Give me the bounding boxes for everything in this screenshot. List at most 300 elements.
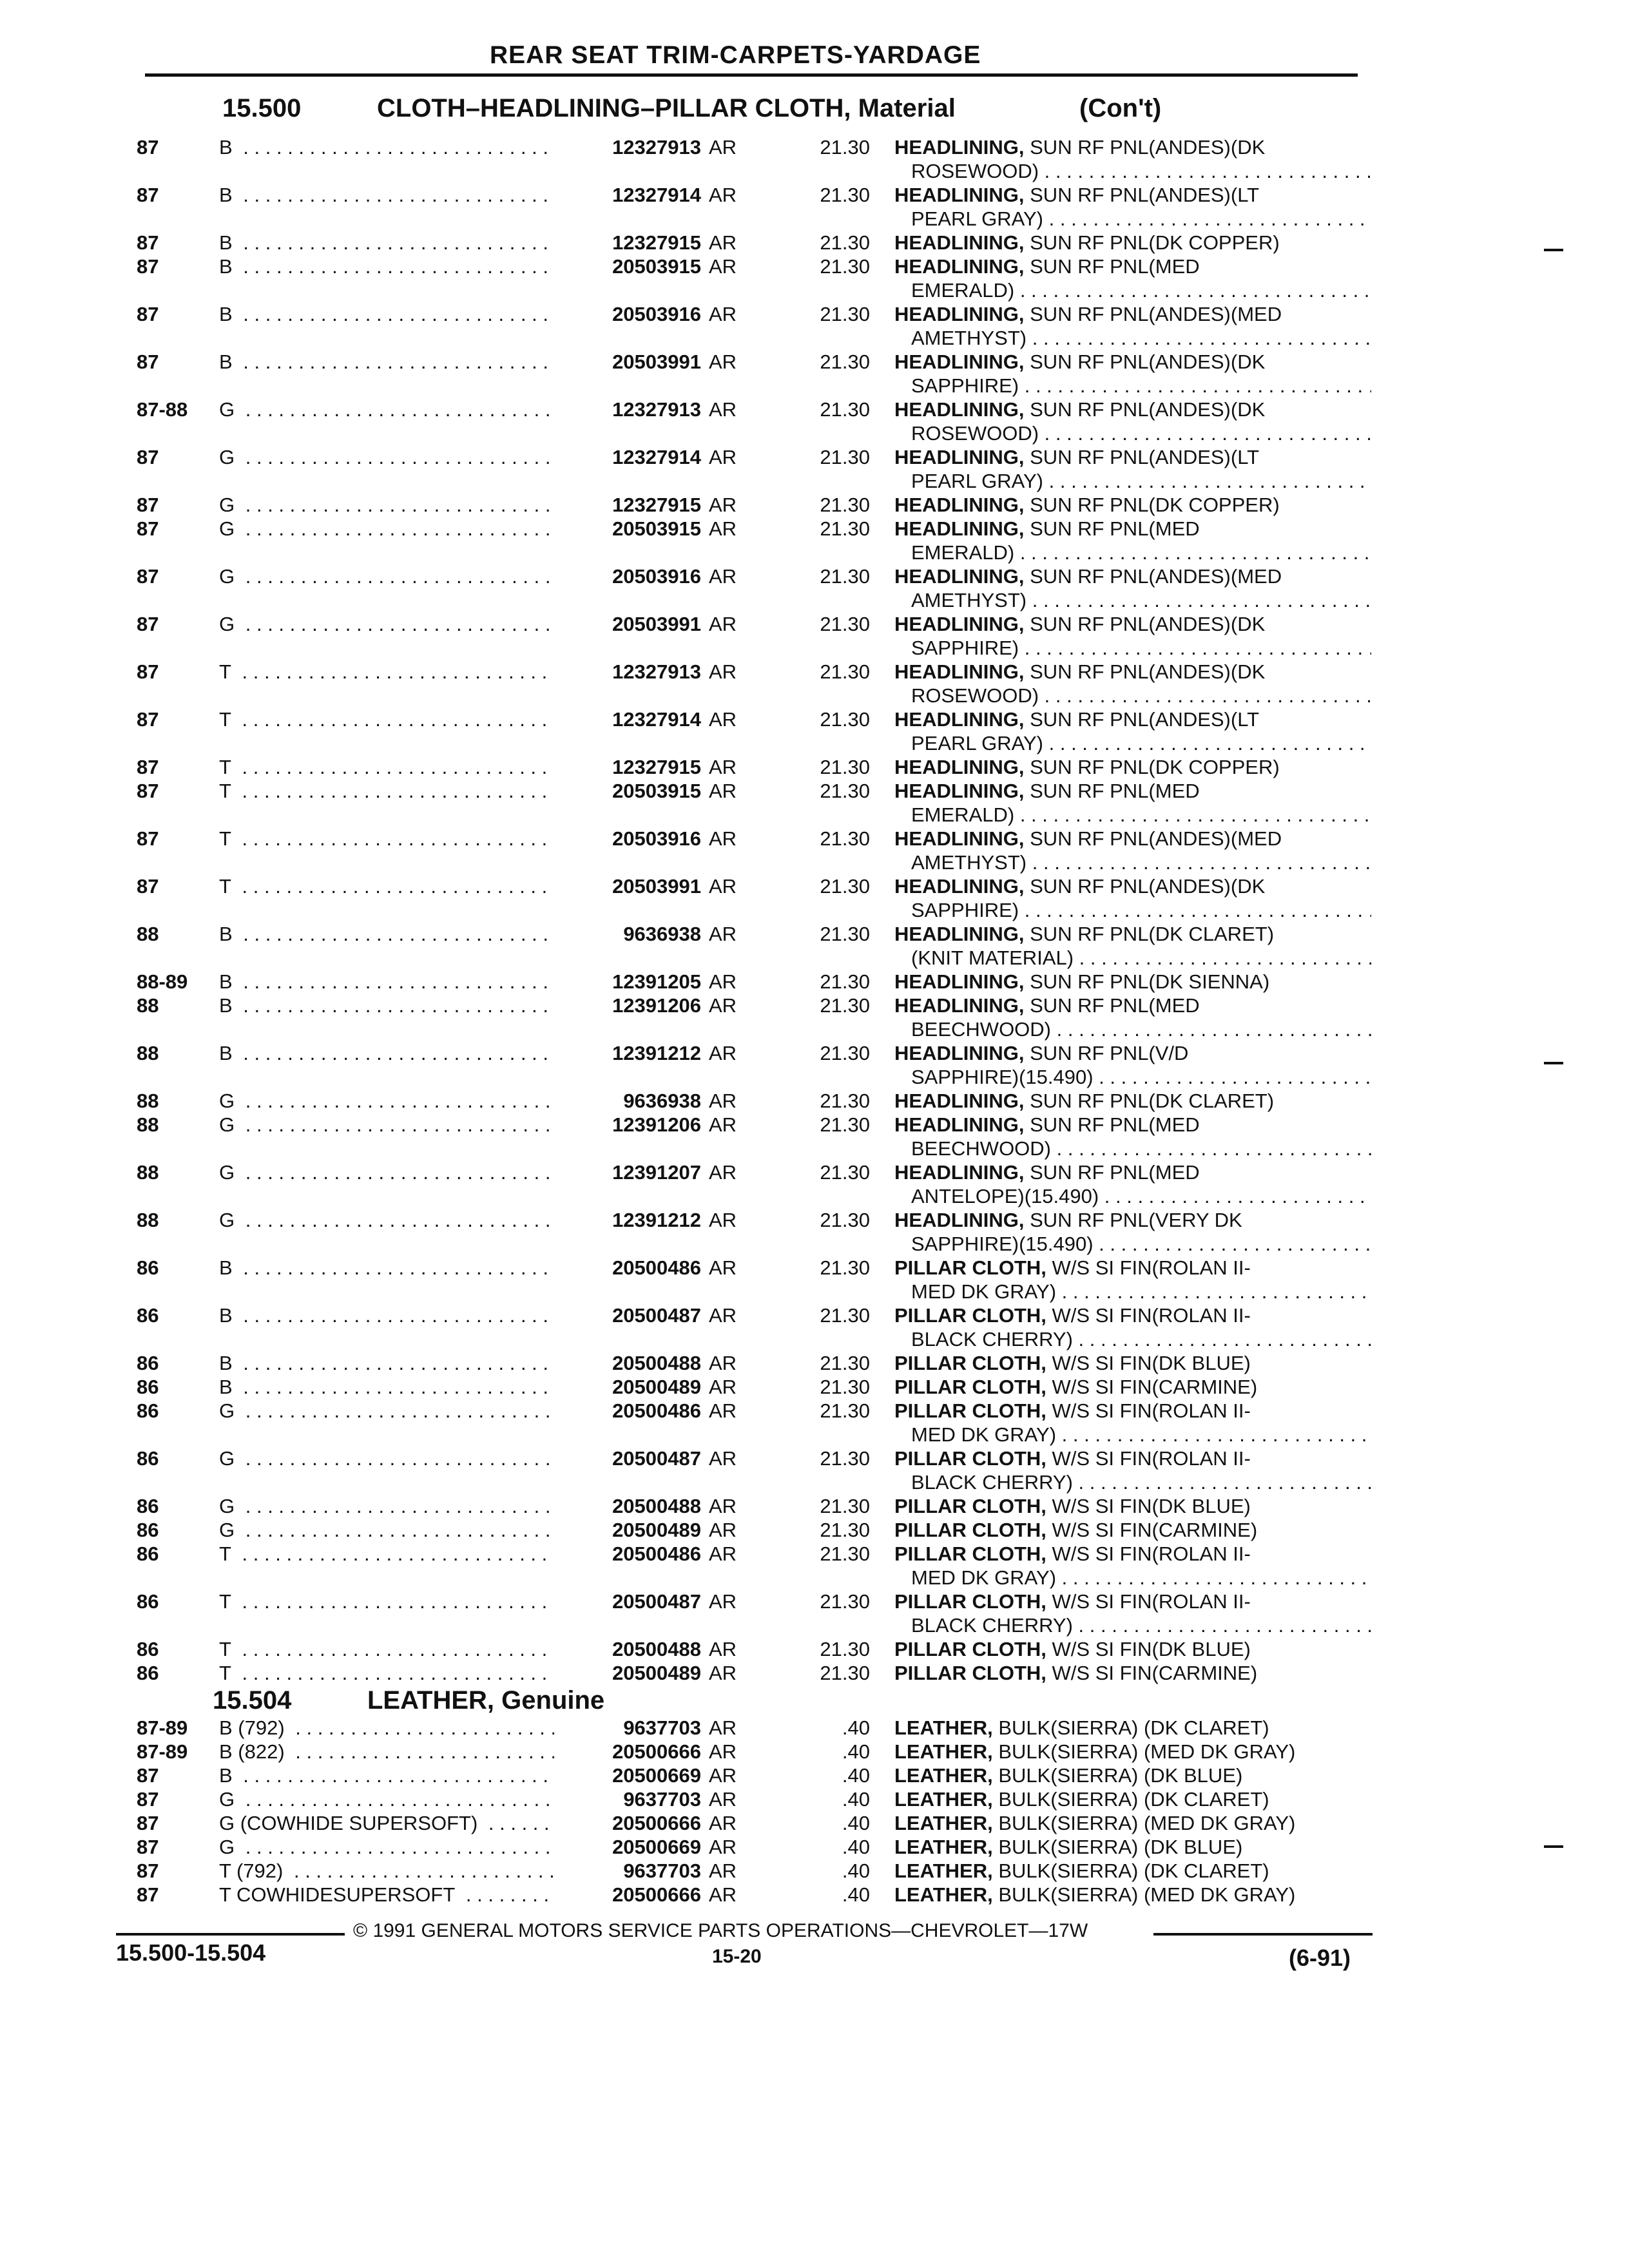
description-line xyxy=(894,135,1371,159)
quantity-cell: AR xyxy=(709,1495,737,1517)
model-cell xyxy=(219,1446,554,1470)
price-cell: 21.30 xyxy=(820,613,870,635)
model-cell xyxy=(219,1811,554,1835)
footer-rule xyxy=(116,1933,345,1936)
model-text: G xyxy=(219,1447,240,1470)
model-text: G xyxy=(219,565,240,588)
model-text: G (COWHIDE SUPERSOFT) xyxy=(219,1812,483,1834)
price-cell: 21.30 xyxy=(820,1399,870,1422)
part-row xyxy=(0,1375,1629,1399)
description-cell xyxy=(894,1740,1371,1763)
description-cell xyxy=(894,922,1371,970)
description-line xyxy=(894,1303,1371,1327)
quantity-cell: AR xyxy=(709,1209,737,1231)
part-number-cell: 20500669 xyxy=(555,1763,701,1787)
model-text: B xyxy=(219,994,238,1017)
part-row xyxy=(0,1637,1629,1661)
description-text: SUN RF PNL(ANDES)(MED xyxy=(1030,303,1282,325)
description-keyword: PILLAR CLOTH, xyxy=(894,1447,1046,1470)
model-text: G xyxy=(219,1399,240,1422)
year-cell: 87 xyxy=(137,1812,159,1834)
year-cell: 88 xyxy=(137,923,159,945)
description-line xyxy=(894,1256,1371,1280)
quantity-cell: AR xyxy=(709,1836,737,1858)
price-cell: 21.30 xyxy=(820,494,870,516)
price-cell: 21.30 xyxy=(820,231,870,254)
model-text: G xyxy=(219,1090,240,1112)
leather-part-row xyxy=(0,1859,1629,1883)
price-cell: .40 xyxy=(842,1716,870,1739)
description-keyword: HEADLINING, xyxy=(894,446,1025,468)
model-cell xyxy=(219,1351,554,1375)
year-cell: 86 xyxy=(137,1662,159,1684)
description-cell xyxy=(894,1883,1371,1907)
model-text: G xyxy=(219,613,240,635)
year-cell: 87 xyxy=(137,780,159,802)
year-cell: 87 xyxy=(137,756,159,778)
description-keyword: HEADLINING, xyxy=(894,708,1025,731)
part-number-cell: 9637703 xyxy=(555,1859,701,1883)
description-continuation: SAPPHIRE) . . . xyxy=(894,636,1371,660)
part-number-cell: 20503916 xyxy=(555,827,701,850)
price-cell: 21.30 xyxy=(820,1590,870,1613)
year-cell: 87 xyxy=(137,875,159,898)
price-cell: 21.30 xyxy=(820,1447,870,1470)
price-cell: 21.30 xyxy=(820,1638,870,1660)
part-number-cell: 12327914 xyxy=(555,183,701,207)
part-number-cell: 12391207 xyxy=(555,1160,701,1184)
description-line xyxy=(894,1113,1371,1137)
description-keyword: HEADLINING, xyxy=(894,1209,1025,1231)
description-line xyxy=(894,779,1371,803)
quantity-cell: AR xyxy=(709,517,737,540)
description-keyword: HEADLINING, xyxy=(894,1042,1025,1064)
description-cell xyxy=(894,1763,1371,1787)
description-text: SUN RF PNL(ANDES)(MED xyxy=(1030,827,1282,850)
description-text: SUN RF PNL(ANDES)(LT xyxy=(1030,446,1260,468)
part-number-cell: 20500487 xyxy=(555,1590,701,1613)
price-cell: 21.30 xyxy=(820,1209,870,1231)
description-cell xyxy=(894,135,1371,183)
description-line xyxy=(894,302,1371,326)
part-number-cell: 12327915 xyxy=(555,231,701,255)
model-cell xyxy=(219,1160,554,1184)
description-text: SUN RF PNL(VERY DK xyxy=(1030,1209,1242,1231)
description-line xyxy=(894,1661,1371,1685)
footer-section-range: 15.500-15.504 xyxy=(116,1939,266,1966)
description-continuation: AMETHYST) . . . xyxy=(894,850,1371,874)
price-cell: .40 xyxy=(842,1788,870,1811)
quantity-cell: AR xyxy=(709,756,737,778)
model-cell xyxy=(219,994,554,1017)
description-text: SUN RF PNL(ANDES)(DK xyxy=(1030,136,1266,159)
model-text: B xyxy=(219,136,238,159)
description-text: W/S SI FIN(DK BLUE) xyxy=(1052,1495,1251,1517)
model-text: G xyxy=(219,517,240,540)
description-keyword: HEADLINING, xyxy=(894,517,1025,540)
model-cell xyxy=(219,1113,554,1137)
quantity-cell: AR xyxy=(709,1542,737,1565)
description-text: W/S SI FIN(ROLAN II- xyxy=(1052,1304,1251,1327)
description-line xyxy=(894,970,1371,994)
model-cell xyxy=(219,1256,554,1280)
description-keyword: LEATHER, xyxy=(894,1740,993,1763)
part-number-cell: 20500489 xyxy=(555,1518,701,1542)
part-number-cell: 9636938 xyxy=(555,922,701,946)
price-cell: 21.30 xyxy=(820,1256,870,1279)
description-text: SUN RF PNL(ANDES)(DK xyxy=(1030,351,1266,373)
price-cell: 21.30 xyxy=(820,827,870,850)
price-cell: 21.30 xyxy=(820,923,870,945)
model-text: B xyxy=(219,303,238,325)
model-text: G xyxy=(219,1113,240,1136)
description-cell xyxy=(894,1518,1371,1542)
model-cell xyxy=(219,660,554,684)
description-line xyxy=(894,231,1371,255)
description-keyword: HEADLINING, xyxy=(894,756,1025,778)
part-row xyxy=(0,827,1629,874)
part-row xyxy=(0,1494,1629,1518)
description-line xyxy=(894,755,1371,779)
model-cell xyxy=(219,1859,554,1883)
part-row xyxy=(0,302,1629,350)
model-text: G xyxy=(219,1519,240,1541)
description-keyword: LEATHER, xyxy=(894,1716,993,1739)
description-cell xyxy=(894,231,1371,255)
description-keyword: HEADLINING, xyxy=(894,494,1025,516)
model-text: T xyxy=(219,708,236,731)
part-number-cell: 20500487 xyxy=(555,1303,701,1327)
price-cell: 21.30 xyxy=(820,780,870,802)
description-text: BULK(SIERRA) (DK CLARET) xyxy=(998,1716,1269,1739)
part-row xyxy=(0,707,1629,755)
model-cell xyxy=(219,827,554,850)
part-number-cell: 20500486 xyxy=(555,1542,701,1566)
description-cell xyxy=(894,779,1371,827)
part-number-cell: 20500488 xyxy=(555,1494,701,1518)
quantity-cell: AR xyxy=(709,1447,737,1470)
part-number-cell: 20503991 xyxy=(555,874,701,898)
year-cell: 87 xyxy=(137,660,159,683)
model-text: G xyxy=(219,1209,240,1231)
description-text: W/S SI FIN(DK BLUE) xyxy=(1052,1352,1251,1374)
model-cell xyxy=(219,398,554,421)
parts-list xyxy=(0,135,1629,1907)
description-cell xyxy=(894,1590,1371,1637)
description-text: BULK(SIERRA) (MED DK GRAY) xyxy=(998,1740,1296,1763)
price-cell: 21.30 xyxy=(820,1495,870,1517)
part-number-cell: 20500666 xyxy=(555,1740,701,1763)
margin-mark xyxy=(1544,1062,1563,1064)
description-text: SUN RF PNL(MED xyxy=(1030,780,1200,802)
description-continuation: EMERALD) . . . xyxy=(894,278,1371,302)
description-text: SUN RF PNL(DK COPPER) xyxy=(1030,494,1280,516)
section-continued: (Con't) xyxy=(1079,94,1162,122)
description-text: SUN RF PNL(MED xyxy=(1030,994,1200,1017)
price-cell: 21.30 xyxy=(820,1352,870,1374)
description-continuation: SAPPHIRE) . . . xyxy=(894,898,1371,922)
description-continuation: ROSEWOOD) . . . xyxy=(894,159,1371,183)
quantity-cell: AR xyxy=(709,184,737,206)
section-title: LEATHER, Genuine xyxy=(367,1686,605,1715)
description-keyword: LEATHER, xyxy=(894,1860,993,1882)
description-text: W/S SI FIN(CARMINE) xyxy=(1052,1376,1258,1398)
part-row xyxy=(0,135,1629,183)
price-cell: 21.30 xyxy=(820,1519,870,1541)
description-line xyxy=(894,350,1371,374)
price-cell: 21.30 xyxy=(820,1662,870,1684)
part-number-cell: 20500486 xyxy=(555,1399,701,1423)
quantity-cell: AR xyxy=(709,231,737,254)
description-line xyxy=(894,1351,1371,1375)
year-cell: 87 xyxy=(137,708,159,731)
description-line xyxy=(894,1375,1371,1399)
year-cell: 86 xyxy=(137,1256,159,1279)
quantity-cell: AR xyxy=(709,708,737,731)
model-cell xyxy=(219,135,554,159)
description-cell xyxy=(894,874,1371,922)
price-cell: 21.30 xyxy=(820,351,870,373)
model-text: T xyxy=(219,1590,236,1613)
model-cell xyxy=(219,779,554,803)
year-cell: 87 xyxy=(137,255,159,278)
model-text: T xyxy=(219,780,236,802)
price-cell: 21.30 xyxy=(820,970,870,993)
model-cell xyxy=(219,1661,554,1685)
year-cell: 87 xyxy=(137,1788,159,1811)
part-row xyxy=(0,1041,1629,1089)
price-cell: 21.30 xyxy=(820,398,870,421)
description-line xyxy=(894,445,1371,469)
description-cell xyxy=(894,1637,1371,1661)
description-keyword: PILLAR CLOTH, xyxy=(894,1256,1046,1279)
description-line xyxy=(894,1859,1371,1883)
model-cell xyxy=(219,302,554,326)
model-text: T xyxy=(219,1662,236,1684)
quantity-cell: AR xyxy=(709,1860,737,1882)
year-cell: 88 xyxy=(137,1042,159,1064)
leather-part-row xyxy=(0,1811,1629,1835)
description-line xyxy=(894,612,1371,636)
description-text: SUN RF PNL(DK COPPER) xyxy=(1030,231,1280,254)
leather-part-row xyxy=(0,1763,1629,1787)
description-text: BULK(SIERRA) (DK CLARET) xyxy=(998,1860,1269,1882)
model-cell xyxy=(219,1089,554,1113)
price-cell: 21.30 xyxy=(820,756,870,778)
part-number-cell: 12327914 xyxy=(555,445,701,469)
description-line xyxy=(894,1835,1371,1859)
footer-page-number: 15-20 xyxy=(712,1946,762,1967)
section-number: 15.504 xyxy=(213,1686,292,1715)
model-cell xyxy=(219,755,554,779)
description-cell xyxy=(894,1351,1371,1375)
quantity-cell: AR xyxy=(709,923,737,945)
year-cell: 87 xyxy=(137,136,159,159)
model-text: B xyxy=(219,231,238,254)
model-cell xyxy=(219,1303,554,1327)
quantity-cell: AR xyxy=(709,255,737,278)
description-cell xyxy=(894,350,1371,398)
model-cell xyxy=(219,350,554,374)
year-cell: 87-88 xyxy=(137,398,188,421)
leather-part-row xyxy=(0,1835,1629,1859)
model-text: B xyxy=(219,1764,238,1787)
quantity-cell: AR xyxy=(709,1352,737,1374)
part-row xyxy=(0,612,1629,660)
part-row xyxy=(0,445,1629,493)
description-line xyxy=(894,517,1371,541)
part-row xyxy=(0,1661,1629,1685)
year-cell: 86 xyxy=(137,1638,159,1660)
description-text: W/S SI FIN(ROLAN II- xyxy=(1052,1447,1251,1470)
model-text: T xyxy=(219,756,236,778)
model-text: B xyxy=(219,1352,238,1374)
description-keyword: PILLAR CLOTH, xyxy=(894,1519,1046,1541)
year-cell: 86 xyxy=(137,1542,159,1565)
quantity-cell: AR xyxy=(709,1638,737,1660)
quantity-cell: AR xyxy=(709,1812,737,1834)
description-line xyxy=(894,874,1371,898)
model-cell xyxy=(219,1399,554,1423)
model-text: T xyxy=(219,660,236,683)
description-cell xyxy=(894,1208,1371,1256)
description-keyword: LEATHER, xyxy=(894,1812,993,1834)
description-line xyxy=(894,1740,1371,1763)
part-number-cell: 20503916 xyxy=(555,564,701,588)
description-line xyxy=(894,707,1371,731)
year-cell: 87 xyxy=(137,494,159,516)
model-text: T xyxy=(219,875,236,898)
part-number-cell: 9637703 xyxy=(555,1716,701,1740)
part-number-cell: 20503915 xyxy=(555,517,701,541)
description-line xyxy=(894,1787,1371,1811)
year-cell: 86 xyxy=(137,1352,159,1374)
description-cell xyxy=(894,398,1371,445)
description-keyword: HEADLINING, xyxy=(894,398,1025,421)
model-cell xyxy=(219,1763,554,1787)
description-cell xyxy=(894,1041,1371,1089)
part-number-cell: 9637703 xyxy=(555,1787,701,1811)
model-cell xyxy=(219,874,554,898)
quantity-cell: AR xyxy=(709,303,737,325)
description-text: SUN RF PNL(DK SIENNA) xyxy=(1030,970,1270,993)
model-cell xyxy=(219,564,554,588)
description-cell xyxy=(894,1716,1371,1740)
description-line xyxy=(894,1208,1371,1232)
part-row xyxy=(0,922,1629,970)
year-cell: 87 xyxy=(137,1764,159,1787)
description-keyword: HEADLINING, xyxy=(894,923,1025,945)
leather-part-row xyxy=(0,1716,1629,1740)
quantity-cell: AR xyxy=(709,1740,737,1763)
description-cell xyxy=(894,1160,1371,1208)
description-line xyxy=(894,493,1371,517)
description-text: W/S SI FIN(CARMINE) xyxy=(1052,1519,1258,1541)
quantity-cell: AR xyxy=(709,1662,737,1684)
price-cell: .40 xyxy=(842,1860,870,1882)
part-number-cell: 20503915 xyxy=(555,779,701,803)
year-cell: 88 xyxy=(137,1161,159,1184)
model-cell xyxy=(219,445,554,469)
part-row xyxy=(0,1113,1629,1160)
description-keyword: HEADLINING, xyxy=(894,255,1025,278)
description-text: SUN RF PNL(ANDES)(LT xyxy=(1030,708,1260,731)
price-cell: .40 xyxy=(842,1883,870,1906)
price-cell: 21.30 xyxy=(820,565,870,588)
description-continuation: ROSEWOOD) . . . xyxy=(894,684,1371,707)
description-keyword: HEADLINING, xyxy=(894,565,1025,588)
year-cell: 87 xyxy=(137,1883,159,1906)
part-row xyxy=(0,183,1629,231)
part-row xyxy=(0,874,1629,922)
quantity-cell: AR xyxy=(709,827,737,850)
description-line xyxy=(894,827,1371,850)
description-line xyxy=(894,1590,1371,1613)
description-continuation: SAPPHIRE)(15.490) . . . xyxy=(894,1232,1371,1256)
model-text: T xyxy=(219,827,236,850)
price-cell: 21.30 xyxy=(820,136,870,159)
quantity-cell: AR xyxy=(709,613,737,635)
description-text: W/S SI FIN(DK BLUE) xyxy=(1052,1638,1251,1660)
description-text: BULK(SIERRA) (MED DK GRAY) xyxy=(998,1883,1296,1906)
description-keyword: PILLAR CLOTH, xyxy=(894,1495,1046,1517)
quantity-cell: AR xyxy=(709,660,737,683)
part-row xyxy=(0,970,1629,994)
quantity-cell: AR xyxy=(709,1161,737,1184)
quantity-cell: AR xyxy=(709,1399,737,1422)
part-row xyxy=(0,517,1629,564)
model-text: B xyxy=(219,1376,238,1398)
description-cell xyxy=(894,1811,1371,1835)
year-cell: 86 xyxy=(137,1519,159,1541)
description-text: BULK(SIERRA) (DK CLARET) xyxy=(998,1788,1269,1811)
model-cell xyxy=(219,707,554,731)
model-text: G xyxy=(219,1161,240,1184)
model-text: T COWHIDESUPERSOFT xyxy=(219,1883,460,1906)
description-text: W/S SI FIN(CARMINE) xyxy=(1052,1662,1258,1684)
year-cell: 86 xyxy=(137,1447,159,1470)
description-line xyxy=(894,1446,1371,1470)
part-row xyxy=(0,493,1629,517)
part-row xyxy=(0,779,1629,827)
model-cell xyxy=(219,183,554,207)
quantity-cell: AR xyxy=(709,1883,737,1906)
quantity-cell: AR xyxy=(709,970,737,993)
description-continuation: ROSEWOOD) . . . xyxy=(894,421,1371,445)
description-text: SUN RF PNL(DK CLARET) xyxy=(1030,1090,1275,1112)
description-line xyxy=(894,1041,1371,1065)
description-keyword: LEATHER, xyxy=(894,1764,993,1787)
description-keyword: PILLAR CLOTH, xyxy=(894,1638,1046,1660)
price-cell: .40 xyxy=(842,1740,870,1763)
model-text: G xyxy=(219,494,240,516)
part-row xyxy=(0,1303,1629,1351)
description-line xyxy=(894,183,1371,207)
model-text: B xyxy=(219,255,238,278)
description-line xyxy=(894,1542,1371,1566)
price-cell: 21.30 xyxy=(820,660,870,683)
part-number-cell: 20500666 xyxy=(555,1811,701,1835)
leather-part-row xyxy=(0,1740,1629,1763)
description-cell xyxy=(894,970,1371,994)
description-keyword: HEADLINING, xyxy=(894,1113,1025,1136)
year-cell: 87 xyxy=(137,613,159,635)
description-text: BULK(SIERRA) (DK BLUE) xyxy=(998,1836,1243,1858)
quantity-cell: AR xyxy=(709,446,737,468)
description-text: SUN RF PNL(ANDES)(DK xyxy=(1030,613,1266,635)
year-cell: 87 xyxy=(137,231,159,254)
description-continuation: BEECHWOOD) . . . xyxy=(894,1137,1371,1160)
